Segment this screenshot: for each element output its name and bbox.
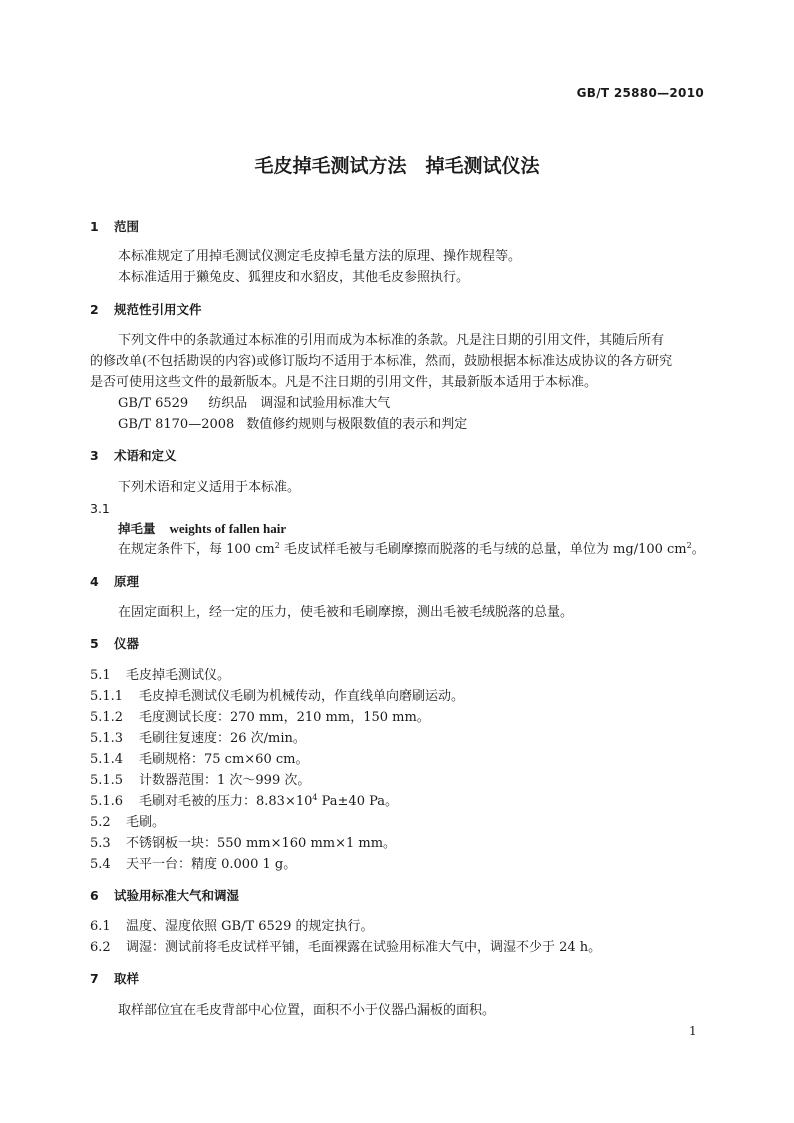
clause-5-1-6: 5.1.6 毛刷对毛被的压力：$8.83\times 10^4$ Pa±40 Pa。 bbox=[90, 793, 399, 809]
clause-5-1-1: 5.1.1 毛皮掉毛测试仪毛刷为机械传动，作直线单向磨刷运动。 bbox=[90, 689, 465, 704]
section-4-heading: 4 原理 bbox=[90, 574, 140, 589]
section-1-heading: 1 范围 bbox=[90, 219, 140, 234]
term-definition: 在规定条件下，每 100 $cm^2$ 毛皮试样毛被与毛刷摩擦而脱落的毛与绒的总量，单位为 mg/100 $cm^2$。 bbox=[118, 541, 705, 557]
section-2-heading: 2 规范性引用文件 bbox=[90, 302, 202, 317]
reference-2: GB/T 8170—2008 数值修约规则与极限数值的表示和判定 bbox=[118, 417, 468, 432]
section-3-para-1: 下列术语和定义适用于本标准。 bbox=[118, 480, 301, 495]
document-title: 毛皮掉毛测试方法 掉毛测试仪法 bbox=[254, 155, 540, 177]
clause-5-1-4: 5.1.4 毛刷规格：75 cm×60 cm。 bbox=[90, 752, 309, 767]
clause-5-1-3: 5.1.3 毛刷往复速度：26 次/min。 bbox=[90, 731, 306, 746]
section-6-heading: 6 试验用标准大气和调湿 bbox=[90, 888, 240, 903]
clause-5-1-2: 5.1.2 毛度测试长度：270 mm，210 mm，150 mm。 bbox=[90, 710, 430, 725]
clause-5-3: 5.3 不锈钢板一块：550 mm×160 mm×1 mm。 bbox=[90, 836, 397, 851]
section-3-heading: 3 术语和定义 bbox=[90, 448, 177, 463]
term-entry: 掉毛量 weights of fallen hair bbox=[118, 521, 287, 536]
standard-code: GB/T 25880—2010 bbox=[576, 86, 704, 100]
section-1-para-1: 本标准规定了用掉毛测试仪测定毛皮掉毛量方法的原理、操作规程等。 bbox=[118, 249, 522, 264]
section-1-para-2: 本标准适用于獭兔皮、狐狸皮和水貂皮，其他毛皮参照执行。 bbox=[118, 270, 470, 285]
page-number: 1 bbox=[689, 1024, 697, 1038]
section-7-heading: 7 取样 bbox=[90, 971, 140, 986]
section-2-para-line-2: 的修改单(不包括勘误的内容)或修订版均不适用于本标准，然而，鼓励根据本标准达成协议的各方研究 bbox=[90, 354, 673, 369]
section-7-para-1: 取样部位宜在毛皮背部中心位置，面积不小于仪器凸漏板的面积。 bbox=[118, 1003, 496, 1018]
clause-5-1-5: 5.1.5 计数器范围：1 次～999 次。 bbox=[90, 773, 311, 788]
section-2-para-line-1: 下列文件中的条款通过本标准的引用而成为本标准的条款。凡是注日期的引用文件，其随后所有 bbox=[118, 333, 665, 348]
clause-5-2: 5.2 毛刷。 bbox=[90, 815, 166, 830]
section-5-heading: 5 仪器 bbox=[90, 636, 140, 651]
clause-5-1: 5.1 毛皮掉毛测试仪。 bbox=[90, 668, 231, 683]
section-4-para-1: 在固定面积上，经一定的压力，使毛被和毛刷摩擦，测出毛被毛绒脱落的总量。 bbox=[118, 605, 574, 620]
subsection-3-1-number: 3.1 bbox=[90, 501, 110, 516]
clause-5-4: 5.4 天平一台：精度 0.000 1 g。 bbox=[90, 857, 297, 872]
reference-1: GB/T 6529 纺织品 调湿和试验用标准大气 bbox=[118, 396, 391, 411]
clause-6-2: 6.2 调湿：测试前将毛皮试样平铺，毛面裸露在试验用标准大气中，调湿不少于 24 h。 bbox=[90, 940, 602, 955]
section-2-para-line-3: 是否可使用这些文件的最新版本。凡是不注日期的引用文件，其最新版本适用于本标准。 bbox=[90, 375, 598, 390]
clause-6-1: 6.1 温度、湿度依照 GB/T 6529 的规定执行。 bbox=[90, 919, 374, 934]
